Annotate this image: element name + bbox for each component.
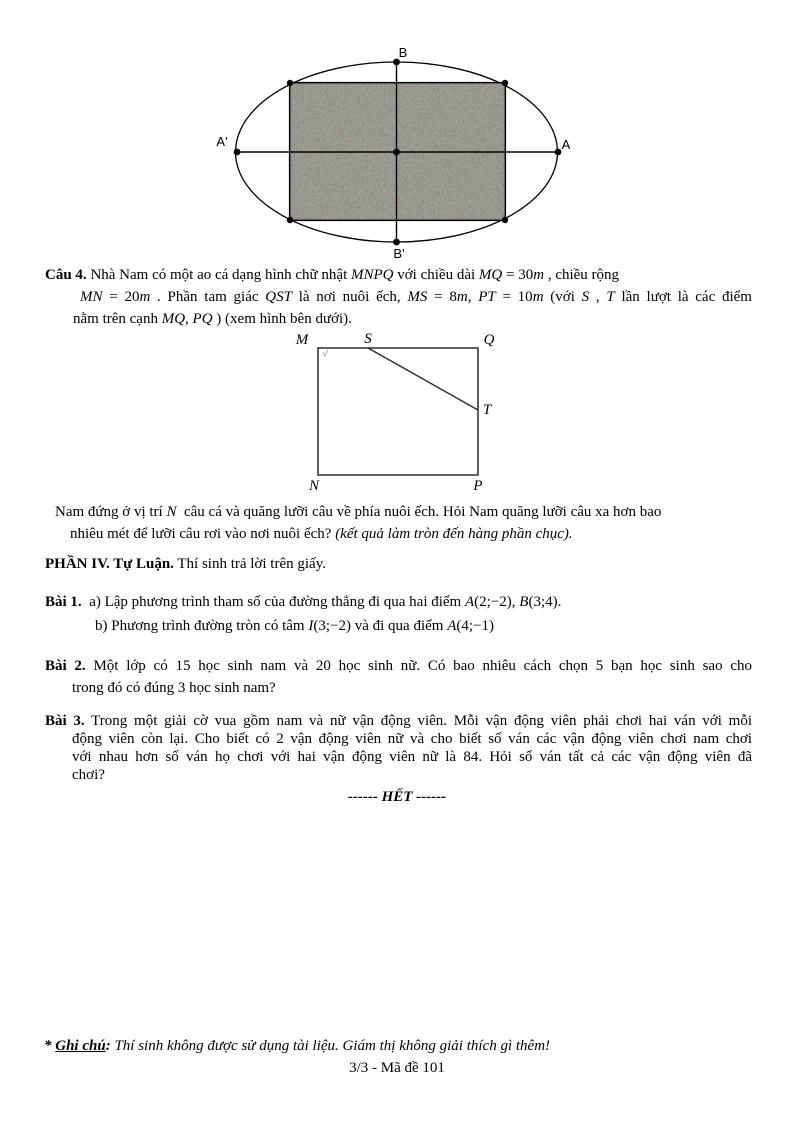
corner-label-P: P bbox=[473, 478, 483, 494]
bai2-line-1: Bài 2. Một lớp có 15 học sinh nam và 20 học sinh nữ. Có bao nhiêu cách chọn 5 bạn học sinh sao cho bbox=[45, 658, 752, 674]
stray-scan-mark bbox=[323, 350, 328, 356]
corner-label-M: M bbox=[295, 332, 309, 348]
cau4-line-2: MN = 20m . Phần tam giác QST là nơi nuôi ếch, MS = 8m, PT = 10m (với S , T lần lượt là các điểm bbox=[80, 289, 752, 305]
bai3-line-2: động viên còn lại. Cho biết có 2 vận động viên nữ và cho biết số ván các vận động viên chơi nam chơi bbox=[72, 731, 752, 747]
cau4-line-3: nằm trên cạnh MQ, PQ ) (xem hình bên dưới). bbox=[73, 311, 352, 327]
segment-ST bbox=[368, 348, 478, 410]
nam-line-1: Nam đứng ở vị trí N câu cá và quăng lưỡi câu về phía nuôi ếch. Hỏi Nam quăng lưỡi câu xa hơn bao bbox=[55, 504, 662, 520]
bai1-line-2: b) Phương trình đường tròn có tâm I(3;−2) và đi qua điểm A(4;−1) bbox=[95, 618, 495, 634]
bai3-line-4: chơi? bbox=[72, 767, 105, 783]
corner-label-Q: Q bbox=[483, 332, 495, 348]
vertex-label-B: B bbox=[398, 45, 408, 60]
ellipse-figure bbox=[198, 42, 598, 262]
corner-label-N: N bbox=[308, 478, 320, 494]
point-label-S: S bbox=[364, 331, 372, 347]
bai3-line-1: Bài 3. Trong một giải cờ vua gồm nam và nữ vận động viên. Mỗi vận động viên phải chơi hai ván với mỗi bbox=[45, 713, 752, 729]
vertex-label-A: A bbox=[561, 137, 571, 152]
bai3-line-3: với nhau hơn số ván họ chơi với hai vận động viên nữ là 84. Hỏi số ván tất cả các vận động viên đã bbox=[72, 749, 752, 765]
end-marker: ------ HẾT ------ bbox=[347, 789, 447, 805]
point-label-T: T bbox=[482, 402, 492, 418]
vertex-label-A-prime: A' bbox=[216, 134, 228, 149]
pond-rectangle-figure bbox=[285, 330, 505, 495]
page-number: 3/3 - Mã đề 101 bbox=[349, 1060, 445, 1076]
bai2-line-2: trong đó có đúng 3 học sinh nam? bbox=[72, 680, 276, 696]
footer-note: * Ghi chú: Thí sinh không được sử dụng tài liệu. Giám thị không giải thích gì thêm! bbox=[44, 1038, 551, 1054]
cau4-line-1: Câu 4. Nhà Nam có một ao cá dạng hình chữ nhật MNPQ với chiều dài MQ = 30m , chiều rộng bbox=[45, 267, 620, 283]
vertex-label-B-prime: B' bbox=[393, 246, 405, 261]
pond-outline bbox=[318, 348, 478, 475]
bai1-line-1: Bài 1. a) Lập phương trình tham số của đường thẳng đi qua hai điểm A(2;−2), B(3;4). bbox=[45, 594, 562, 610]
nam-line-2: nhiêu mét để lưỡi câu rơi vào nơi nuôi ếch? (kết quả làm tròn đến hàng phần chục). bbox=[70, 526, 573, 542]
section-header-phan-4: PHẦN IV. Tự Luận. Thí sinh trả lời trên giấy. bbox=[45, 556, 326, 572]
